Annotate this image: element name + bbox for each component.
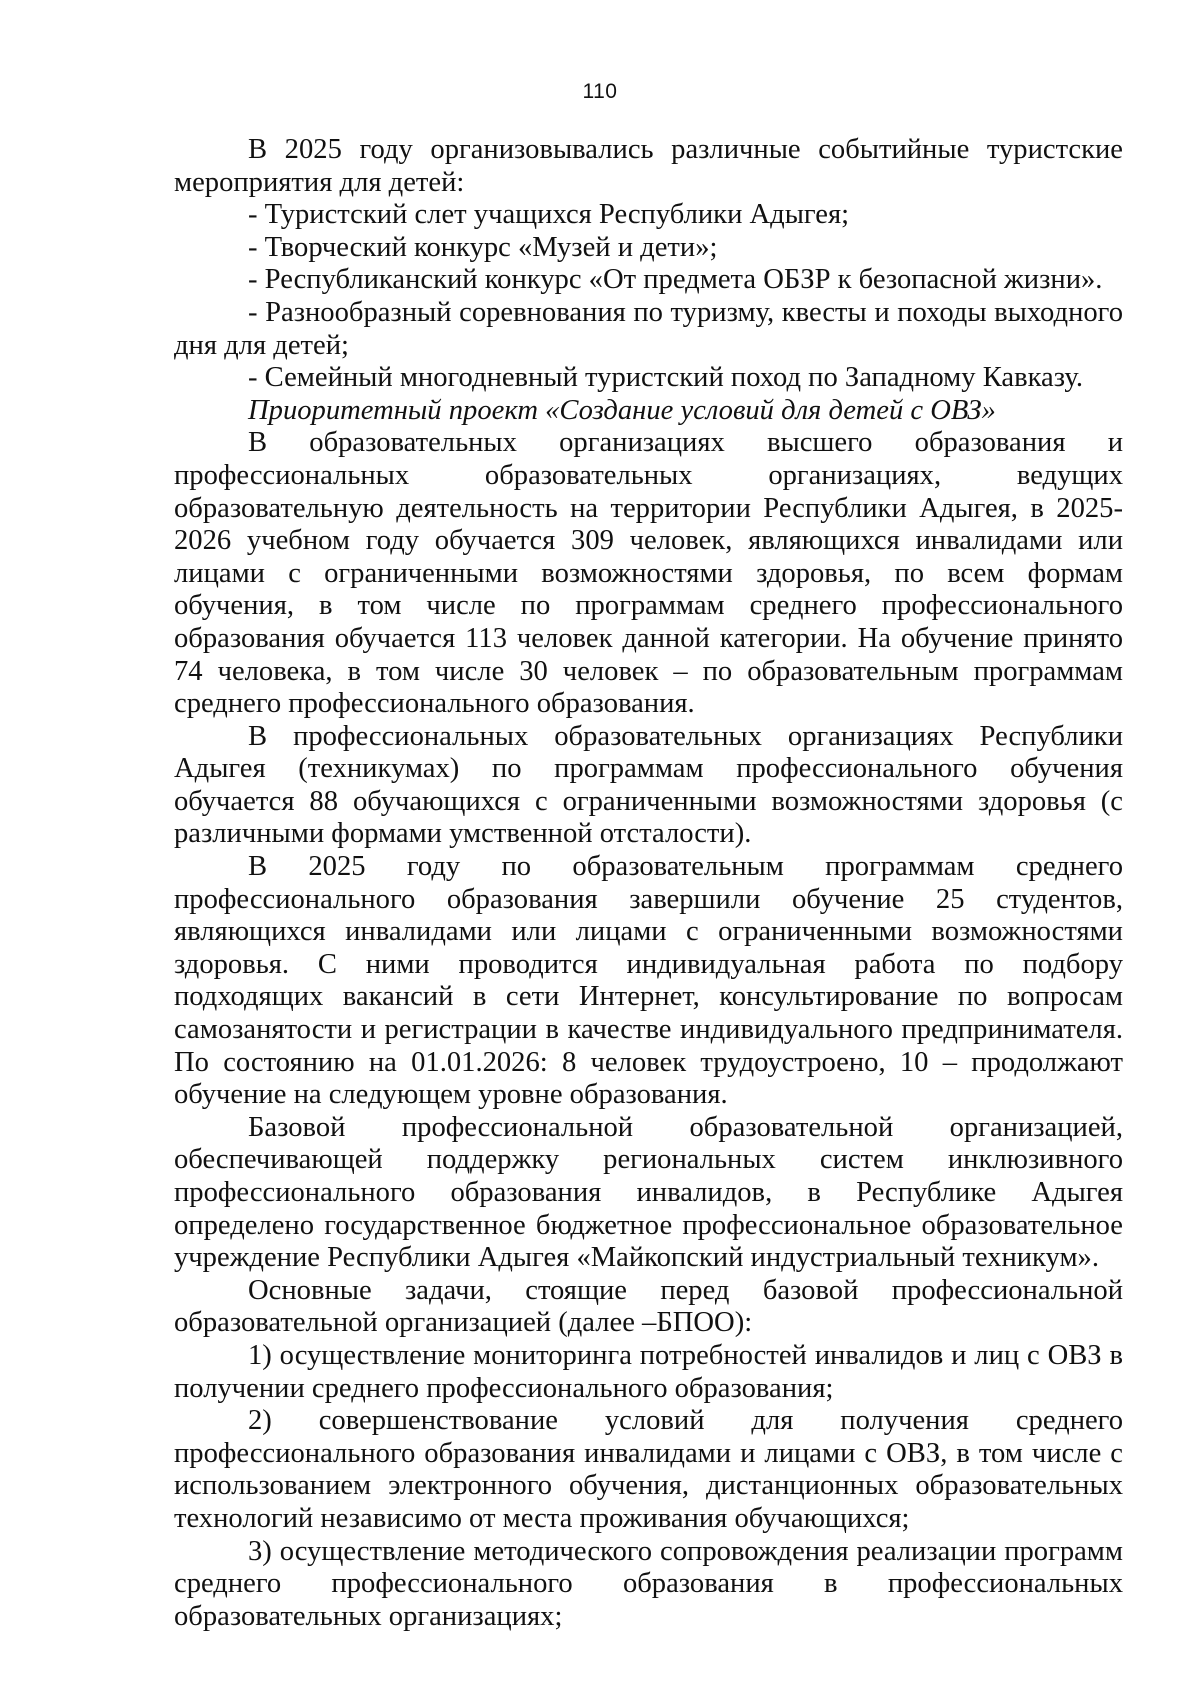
paragraph: В 2025 году по образовательным программам среднего профессионального образования завершили обучение 25 студентов, являющихся инвалидами или лицами с ограниченными возможностями здоровья. С ними проводится индивидуальная работа по подбору подходящих вакансий в сети Интернет, консультирование по вопросам самозанятости и регистрации в качестве индивидуального предпринимателя. По состоянию на 01.01.2026: 8 человек трудоустроено, 10 – продолжают обучение на следующем уровне образования.	[174, 851, 1123, 1111]
paragraph: В образовательных организациях высшего образования и профессиональных образовательных организациях, ведущих образовательную деятельность на территории Республики Адыгея, в 2025-2026 учебном году обучается 309 человек, являющихся инвалидами или лицами с ограниченными возможностями здоровья, по всем формам обучения, в том числе по программам среднего профессионального образования обучается 113 человек данной категории. На обучение принято 74 человека, в том числе 30 человек – по образовательным программам среднего профессионального образования.	[174, 427, 1123, 720]
task-item: 3) осуществление методического сопровождения реализации программ среднего профессионального образования в профессиональных образовательных организациях;	[174, 1535, 1123, 1632]
paragraph: Основные задачи, стоящие перед базовой профессиональной образовательной организацией (далее –БПОО):	[174, 1274, 1123, 1339]
list-item: - Семейный многодневный туристский поход по Западному Кавказу.	[248, 362, 1084, 394]
list-item: - Разнообразный соревнования по туризму, квесты и походы выходного дня для детей;	[174, 296, 1123, 361]
list-item: - Республиканский конкурс «От предмета ОБЗР к безопасной жизни».	[248, 264, 1103, 296]
paragraph: Базовой профессиональной образовательной организацией, обеспечивающей поддержку региональных систем инклюзивного профессионального образования инвалидов, в Республике Адыгея определено государственное бюджетное профессиональное образовательное учреждение Республики Адыгея «Майкопский индустриальный техникум».	[174, 1111, 1123, 1274]
document-body	[174, 134, 1123, 1633]
task-item: 2) совершенствование условий для получения среднего профессионального образования инвалидами и лицами с ОВЗ, в том числе с использованием электронного обучения, дистанционных образовательных технологий независимо от места проживания обучающихся;	[174, 1405, 1123, 1534]
page-number: 110	[582, 80, 618, 103]
list-item: - Туристский слет учащихся Республики Адыгея;	[248, 199, 850, 231]
paragraph-intro: В 2025 году организовывались различные событийные туристские мероприятия для детей:	[174, 134, 1123, 198]
task-item: 1) осуществление мониторинга потребностей инвалидов и лиц с ОВЗ в получении среднего профессионального образования;	[174, 1339, 1123, 1404]
paragraph: В профессиональных образовательных организациях Республики Адыгея (техникумах) по программам профессионального обучения обучается 88 обучающихся с ограниченными возможностями здоровья (с различными формами умственной отсталости).	[174, 720, 1123, 850]
section-heading: Приоритетный проект «Создание условий для детей с ОВЗ»	[248, 394, 996, 426]
list-item: - Творческий конкурс «Музей и дети»;	[248, 231, 718, 263]
